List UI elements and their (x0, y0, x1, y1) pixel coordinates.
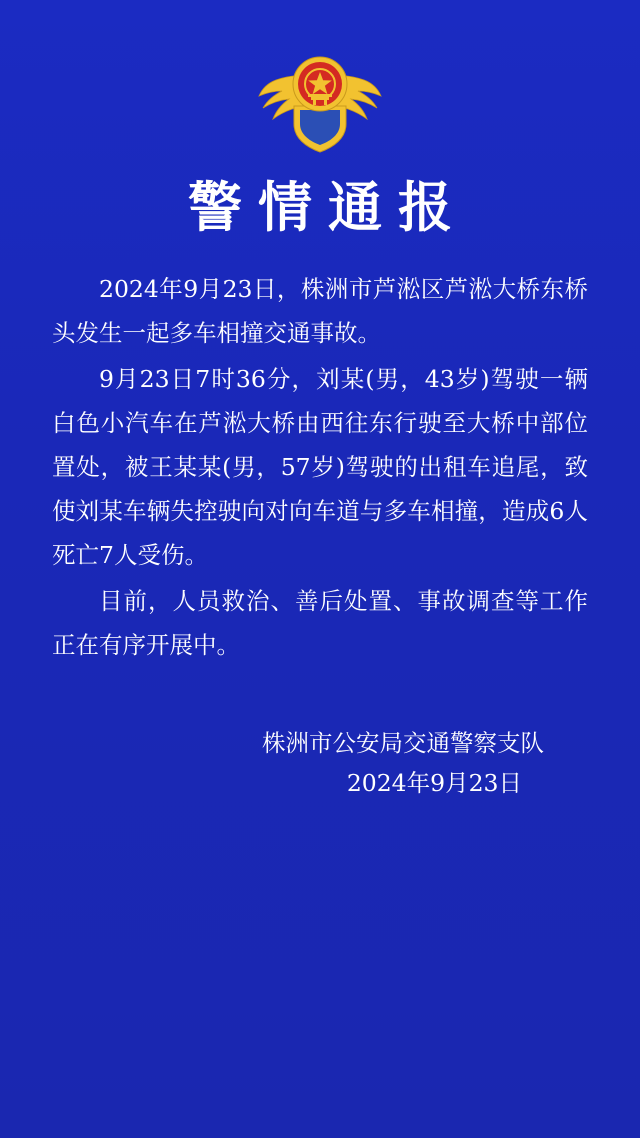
signature-organization: 株洲市公安局交通警察支队 (262, 729, 544, 758)
notice-signature (0, 723, 544, 803)
notice-paragraph-2: 9月23日7时36分，刘某(男，43岁)驾驶一辆白色小汽车在芦淞大桥由西往东行驶至大桥中部位置处，被王某某(男，57岁)驾驶的出租车追尾，致使刘某车辆失控驶向对向车道与多车相撞，造成6人死亡7人受伤。 (52, 365, 588, 570)
notice-paragraph-3: 目前，人员救治、善后处置、事故调查等工作正在有序开展中。 (52, 587, 588, 660)
china-police-emblem-icon (254, 44, 386, 156)
signature-date: 2024年9月23日 (346, 769, 522, 798)
notice-title: 警情通报 (188, 175, 468, 239)
notice-paragraph-1: 2024年9月23日，株洲市芦淞区芦淞大桥东桥头发生一起多车相撞交通事故。 (52, 275, 588, 348)
notice-body (52, 267, 588, 667)
emblem-container (0, 0, 640, 156)
